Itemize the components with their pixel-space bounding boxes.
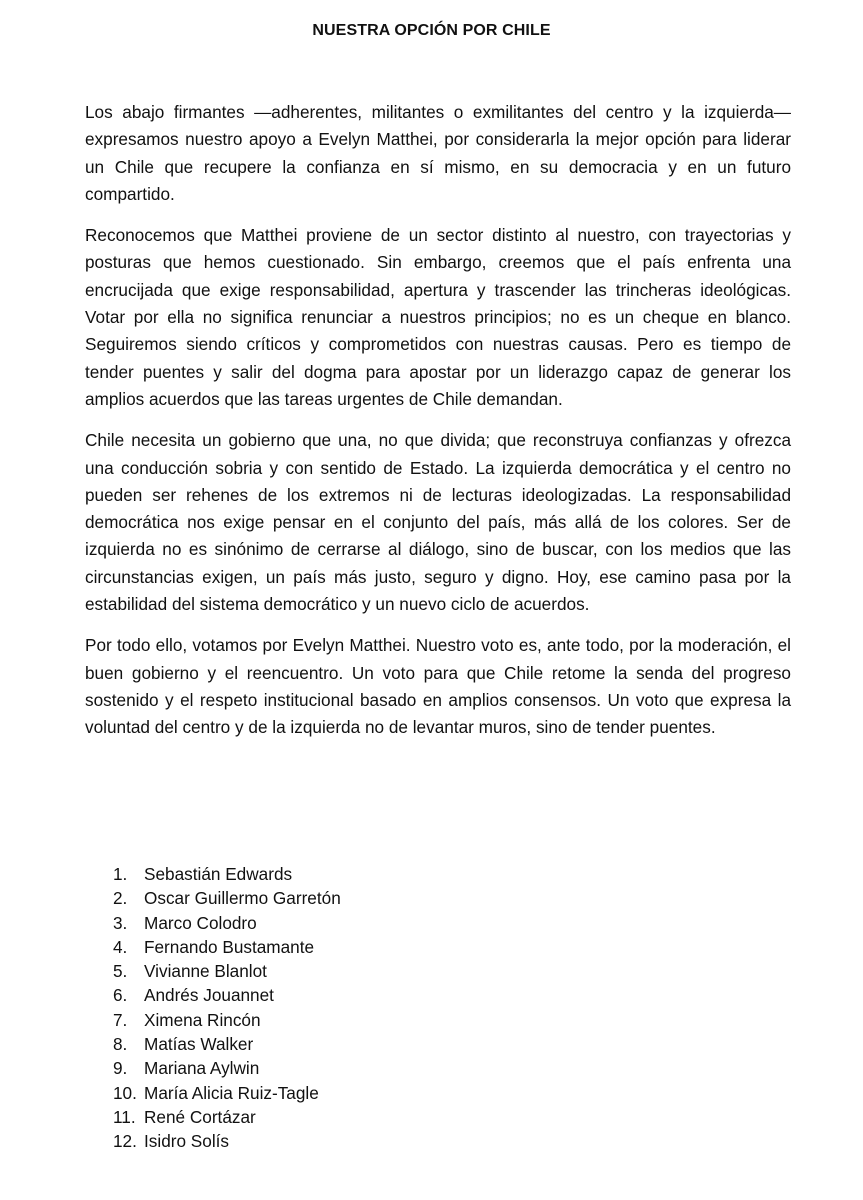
signer-name: Oscar Guillermo Garretón <box>144 888 341 909</box>
paragraph-4: Por todo ello, votamos por Evelyn Matthei. Nuestro voto es, ante todo, por la moderación, el buen gobierno y el reencuentro. Un voto para que Chile retome la senda del progreso sostenido y el respeto institucional basado en amplios consensos. Un voto que expresa la voluntad del centro y de la izquierda no de levantar muros, sino de tender puentes. <box>85 635 791 738</box>
signer-name: Mariana Aylwin <box>144 1058 260 1079</box>
signer-item <box>113 959 341 983</box>
signer-number: 11. <box>113 1106 136 1127</box>
signer-number: 5. <box>113 961 128 982</box>
signer-number: 8. <box>113 1034 128 1055</box>
signer-item <box>113 1129 341 1153</box>
signers-list <box>113 862 341 1154</box>
signer-name: Marco Colodro <box>144 912 257 933</box>
signer-number: 6. <box>113 985 128 1006</box>
signer-item <box>113 1081 341 1105</box>
signer-name: Sebastián Edwards <box>144 864 293 884</box>
signer-item <box>113 1056 341 1080</box>
signer-item <box>113 886 341 910</box>
paragraph-3: Chile necesita un gobierno que una, no que divida; que reconstruya confianzas y ofrezca una conducción sobria y con sentido de Estado. La izquierda democrática y el centro no pueden ser rehenes de los extremos ni de lecturas ideologizadas. La responsabilidad democrática nos exige pensar en el conjunto del país, más allá de los colores. Ser de izquierda no es sinónimo de cerrarse al diálogo, sino de buscar, con los medios que las circunstancias exigen, un país más justo, seguro y digno. Hoy, ese camino pasa por la estabilidad del sistema democrático y un nuevo ciclo de acuerdos. <box>85 430 791 615</box>
signer-name: Vivianne Blanlot <box>144 961 267 982</box>
signer-name: Fernando Bustamante <box>144 936 315 957</box>
signer-item <box>113 911 341 935</box>
signer-name: René Cortázar <box>144 1106 256 1127</box>
signer-name: María Alicia Ruiz-Tagle <box>144 1082 319 1103</box>
signer-number: 12. <box>113 1131 137 1152</box>
signer-name: Ximena Rincón <box>144 1009 261 1030</box>
signer-name: Isidro Solís <box>144 1131 230 1152</box>
signer-item <box>113 1032 341 1056</box>
signer-number: 2. <box>113 888 128 909</box>
signer-item <box>113 1008 341 1032</box>
signer-number: 1. <box>113 864 128 884</box>
signer-item <box>113 862 341 886</box>
signer-number: 4. <box>113 936 128 957</box>
signer-number: 3. <box>113 912 128 933</box>
signer-number: 10. <box>113 1082 137 1103</box>
signer-name: Matías Walker <box>144 1034 254 1055</box>
signer-item <box>113 1105 341 1129</box>
paragraph-1: Los abajo firmantes —adherentes, militantes o exmilitantes del centro y la izquierda— expresamos nuestro apoyo a Evelyn Matthei, por considerarla la mejor opción para liderar un Chile que recupere la confianza en sí mismo, en su democracia y en un futuro compartido. <box>85 102 791 204</box>
signer-item <box>113 935 341 959</box>
document-title: NUESTRA OPCIÓN POR CHILE <box>312 22 551 39</box>
signer-item <box>113 983 341 1007</box>
document-body <box>85 99 791 756</box>
signer-number: 7. <box>113 1009 128 1030</box>
paragraph-2: Reconocemos que Matthei proviene de un sector distinto al nuestro, con trayectorias y posturas que hemos cuestionado. Sin embargo, creemos que el país enfrenta una encrucijada que exige responsabilidad, apertura y trascender las trincheras ideológicas. Votar por ella no significa renunciar a nuestros principios; no es un cheque en blanco. Seguiremos siendo críticos y comprometidos con nuestras causas. Pero es tiempo de tender puentes y salir del dogma para apostar por un liderazgo capaz de generar los amplios acuerdos que las tareas urgentes de Chile demandan. <box>85 225 791 409</box>
signer-name: Andrés Jouannet <box>144 985 274 1006</box>
signer-number: 9. <box>113 1058 128 1079</box>
